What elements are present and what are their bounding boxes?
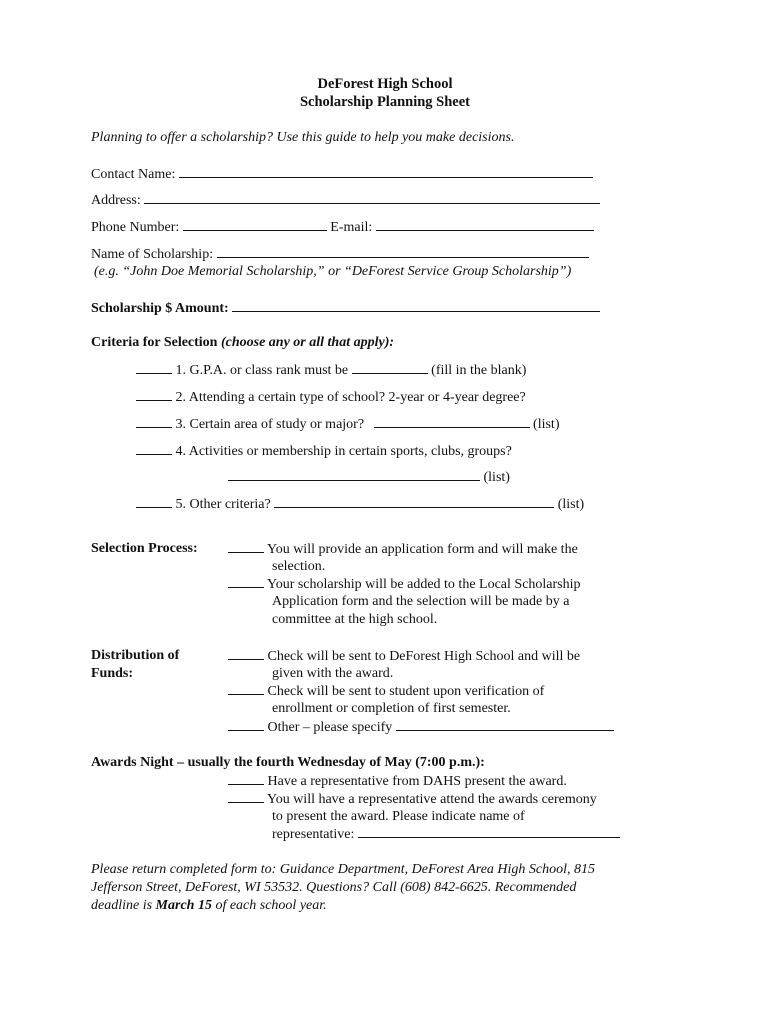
option-text: committee at the high school. (272, 612, 438, 627)
criteria-num: 2. (175, 390, 186, 405)
page-title: Scholarship Planning Sheet (299, 94, 470, 110)
scholarship-example: (e.g. “John Doe Memorial Scholarship,” or “DeForest Service Group Scholarship”) (94, 264, 572, 279)
criteria-check-4[interactable] (136, 442, 172, 455)
other-criteria-field[interactable] (274, 495, 554, 508)
email-label: E-mail: (330, 220, 373, 235)
address-field[interactable] (144, 191, 600, 204)
criteria-text: G.P.A. or class rank must be (189, 363, 349, 378)
option-text: enrollment or completion of first semester. (272, 701, 511, 716)
awards-check-1[interactable] (228, 772, 264, 785)
criteria-heading (91, 334, 394, 351)
option-text: Check will be sent to DeForest High School and will be (267, 649, 581, 664)
representative-field[interactable] (358, 825, 620, 838)
footer-line-2: Jefferson Street, DeForest, WI 53532. Questions? Call (608) 842-6625. Recommended (91, 880, 577, 895)
activities-field[interactable] (228, 468, 480, 481)
phone-label: Phone Number: (91, 220, 180, 235)
option-text: Your scholarship will be added to the Local Scholarship (266, 577, 581, 592)
other-specify-field[interactable] (396, 718, 614, 731)
selection-option (228, 540, 578, 558)
criteria-text: Certain area of study or major? (189, 417, 365, 432)
school-name: DeForest High School (317, 76, 453, 92)
criteria-num: 3. (175, 417, 186, 432)
phone-field[interactable] (183, 218, 327, 231)
gpa-field[interactable] (352, 361, 428, 374)
contact-name-row (91, 165, 593, 183)
distribution-label-1: Distribution of (91, 648, 180, 663)
criteria-item (136, 415, 560, 433)
amount-field[interactable] (232, 299, 600, 312)
selection-check-2[interactable] (228, 575, 264, 588)
distribution-check-3[interactable] (228, 718, 264, 731)
criteria-item (136, 442, 512, 460)
criteria-suffix: (list) (533, 417, 560, 432)
scholarship-name-field[interactable] (217, 245, 589, 258)
option-text: You will provide an application form and will make the (266, 542, 578, 557)
criteria-suffix: (fill in the blank) (431, 363, 527, 378)
option-text: Have a representative from DAHS present the award. (267, 774, 567, 789)
awards-heading: Awards Night – usually the fourth Wednesday of May (7:00 p.m.): (91, 755, 485, 770)
selection-process-label: Selection Process: (91, 541, 198, 556)
criteria-heading-note: (choose any or all that apply): (220, 335, 395, 350)
option-text: given with the award. (272, 666, 394, 681)
address-row (91, 191, 600, 209)
criteria-num: 5. (175, 497, 186, 512)
criteria-num: 4. (175, 444, 186, 459)
footer-deadline-prefix: deadline is (91, 898, 153, 913)
address-label: Address: (91, 193, 141, 208)
selection-option (228, 575, 581, 593)
criteria-item (136, 388, 526, 406)
selection-check-1[interactable] (228, 540, 264, 553)
option-text: Application form and the selection will be made by a (272, 594, 570, 609)
activities-row (228, 468, 510, 486)
distribution-label-2: Funds: (91, 666, 134, 681)
criteria-item (136, 361, 526, 379)
amount-row (91, 299, 600, 317)
scholarship-name-label: Name of Scholarship: (91, 247, 214, 262)
distribution-option (228, 682, 544, 700)
awards-option (228, 772, 567, 790)
footer-line-1: Please return completed form to: Guidance Department, DeForest Area High School, 815 (91, 862, 596, 877)
criteria-item (136, 495, 584, 513)
footer-deadline-suffix: of each school year. (215, 898, 327, 913)
intro-text: Planning to offer a scholarship? Use this guide to help you make decisions. (91, 130, 515, 145)
distribution-option (228, 718, 614, 736)
criteria-num: 1. (175, 363, 186, 378)
criteria-suffix: (list) (557, 497, 585, 512)
footer-line-3 (91, 897, 327, 914)
contact-name-label: Contact Name: (91, 167, 176, 182)
option-text: Other – please specify (267, 720, 393, 735)
criteria-check-5[interactable] (136, 495, 172, 508)
criteria-suffix: (list) (483, 470, 510, 485)
distribution-check-1[interactable] (228, 647, 264, 660)
criteria-check-3[interactable] (136, 415, 172, 428)
amount-label: Scholarship $ Amount: (91, 301, 229, 316)
criteria-text: Attending a certain type of school? 2-year or 4-year degree? (188, 390, 526, 405)
option-text: Check will be sent to student upon verification of (267, 684, 545, 699)
distribution-check-2[interactable] (228, 682, 264, 695)
awards-check-2[interactable] (228, 790, 264, 803)
criteria-check-2[interactable] (136, 388, 172, 401)
footer-deadline: March 15 (155, 898, 212, 913)
email-field[interactable] (376, 218, 594, 231)
awards-option (228, 790, 597, 808)
criteria-text: Other criteria? (189, 497, 271, 512)
scholarship-name-row (91, 245, 589, 263)
option-text: You will have a representative attend the awards ceremony (266, 792, 597, 807)
area-of-study-field[interactable] (374, 415, 530, 428)
option-text: representative: (272, 827, 355, 842)
criteria-check-1[interactable] (136, 361, 172, 374)
criteria-heading-text: Criteria for Selection (91, 335, 218, 350)
criteria-text: Activities or membership in certain sports, clubs, groups? (188, 444, 512, 459)
contact-name-field[interactable] (179, 165, 593, 178)
representative-row (272, 825, 620, 843)
option-text: selection. (272, 559, 326, 574)
distribution-option (228, 647, 580, 665)
option-text: to present the award. Please indicate name of (272, 809, 525, 824)
phone-email-row (91, 218, 594, 236)
